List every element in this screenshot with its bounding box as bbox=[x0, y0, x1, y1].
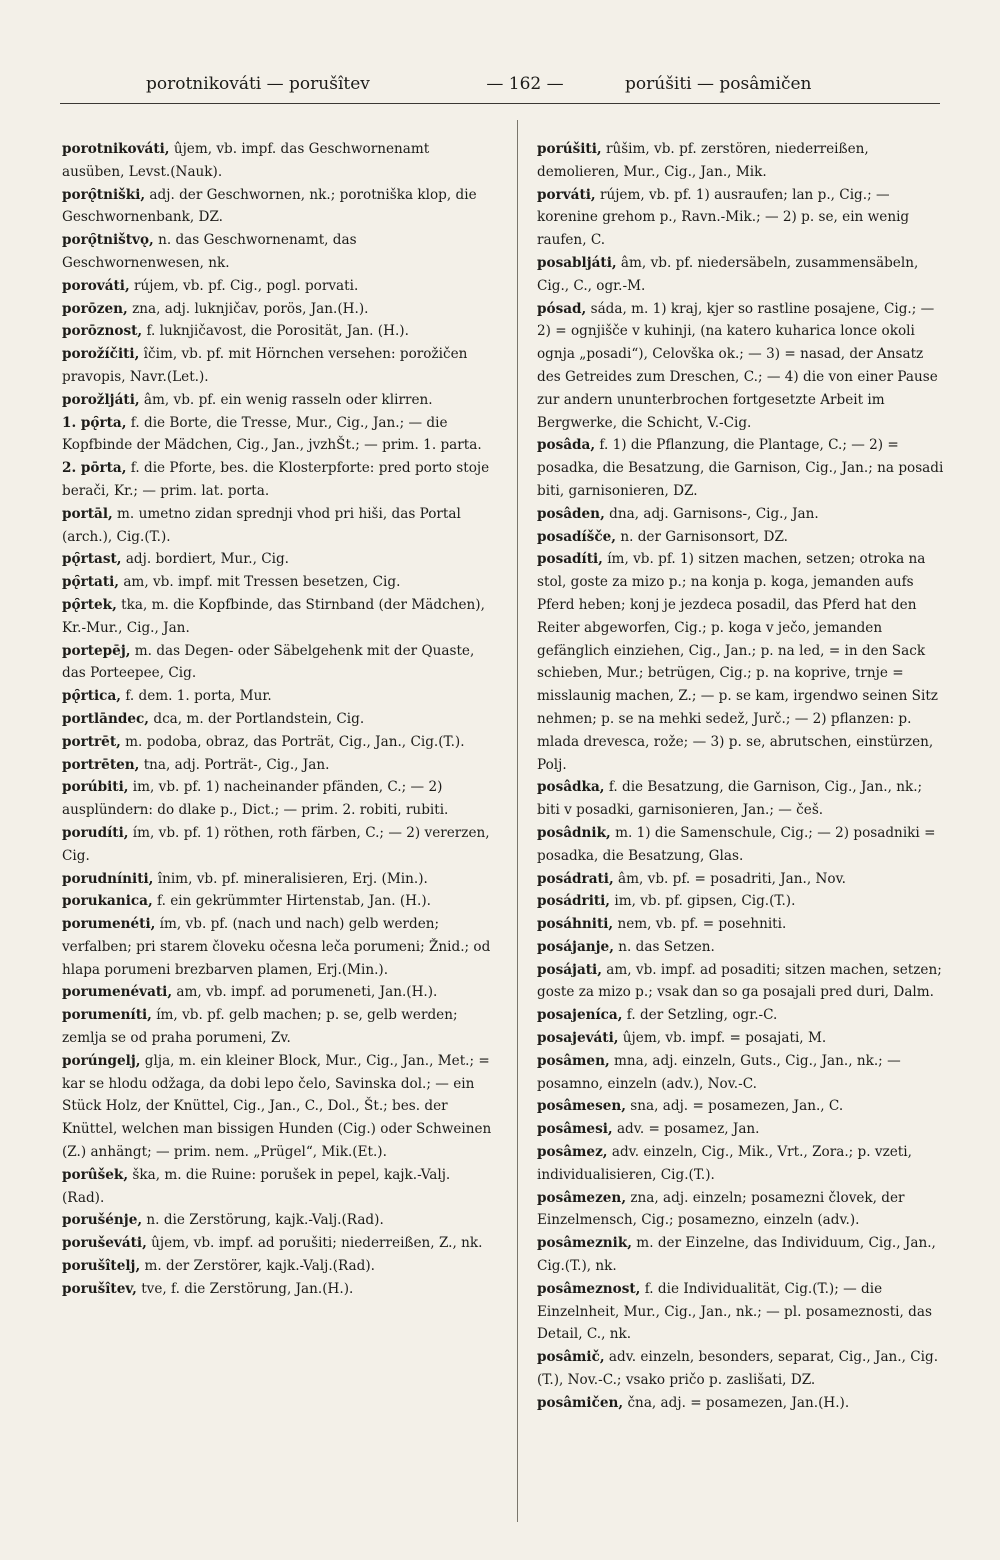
dictionary-entry bbox=[62, 1278, 492, 1301]
entry-definition: âm, vb. pf. = posadriti, Jan., Nov. bbox=[613, 870, 846, 887]
entry-definition: înim, vb. pf. mineralisieren, Erj. (Min.). bbox=[153, 870, 428, 887]
entry-headword: pǫ̑rtica, bbox=[62, 688, 121, 705]
entry-definition: f. die Borte, die Tresse, Mur., Cig., Jan.; — die Kopfbinde der Mädchen, Cig., Jan., jvzhŠt.; — prim. 1. parta. bbox=[62, 414, 482, 454]
entry-headword: posâmeznik, bbox=[537, 1235, 632, 1252]
dictionary-entry bbox=[62, 594, 492, 640]
entry-definition: m. umetno zidan sprednji vhod pri hiši, das Portal (arch.), Cig.(T.). bbox=[62, 505, 461, 545]
entry-headword: porukanica, bbox=[62, 893, 153, 910]
dictionary-entry bbox=[62, 685, 492, 708]
entry-headword: portāl, bbox=[62, 505, 113, 522]
dictionary-entry bbox=[537, 1187, 949, 1233]
dictionary-entry bbox=[62, 184, 492, 230]
entry-definition: zna, adj. einzeln; posamezni človek, der Einzelmensch, Cig.; posamezno, einzeln (adv.). bbox=[537, 1189, 905, 1229]
entry-definition: ím, vb. pf. 1) röthen, roth färben, C.; — 2) vererzen, Cig. bbox=[62, 824, 490, 864]
dictionary-entry bbox=[537, 1027, 949, 1050]
dictionary-entry bbox=[62, 503, 492, 549]
page-number: — 162 — bbox=[486, 74, 564, 94]
entry-headword: posâda, bbox=[537, 437, 596, 454]
entry-headword: porováti, bbox=[62, 277, 130, 294]
entry-definition: ûjem, vb. impf. ad porušiti; niederreißen, Z., nk. bbox=[146, 1235, 483, 1252]
entry-headword: porúngelj, bbox=[62, 1052, 141, 1069]
entry-definition: m. 1) die Samenschule, Cig.; — 2) posadniki = posadka, die Besatzung, Glas. bbox=[537, 824, 936, 864]
entry-definition: adv. einzeln, besonders, separat, Cig., Jan., Cig.(T.), Nov.-C.; vsako pričo p. zaslišati, DZ. bbox=[537, 1349, 939, 1389]
entry-headword: porotnikováti, bbox=[62, 141, 170, 157]
entry-definition: n. das Setzen. bbox=[613, 938, 715, 955]
entry-headword: pósad, bbox=[537, 300, 587, 317]
entry-definition: sáda, m. 1) kraj, kjer so rastline posajene, Cig.; — 2) = ognjišče v kuhinji, (na katero kuharica lonce okoli ognja „posadi“), Celovška ok.; — 3) = nasad, der Ansatz des Getreides zum Dreschen, C.; — 4) die von einer Pause zur andern ununterbrochen fortgesetzte Arbeit im Bergwerke, die Schicht, V.-Cig. bbox=[537, 300, 938, 431]
dictionary-entry bbox=[537, 1118, 949, 1141]
entry-definition: adj. bordiert, Mur., Cig. bbox=[121, 551, 289, 568]
entry-definition: adv. einzeln, Cig., Mik., Vrt., Zora.; p. vzeti, individualisieren, Cig.(T.). bbox=[537, 1144, 912, 1183]
entry-definition: f. luknjičavost, die Porosität, Jan. (H.). bbox=[142, 323, 409, 340]
entry-definition: f. 1) die Pflanzung, die Plantage, C.; — 2) = posadka, die Besatzung, die Garnison, Cig., Jan.; na posadi biti, garnisonieren, DZ. bbox=[537, 437, 944, 499]
entry-definition: tve, f. die Zerstörung, Jan.(H.). bbox=[136, 1280, 354, 1297]
entry-headword: posádriti, bbox=[537, 893, 611, 910]
entry-headword: porōznost, bbox=[62, 323, 143, 340]
entry-headword: porǫ̑tništvǫ, bbox=[62, 232, 154, 249]
entry-definition: im, vb. pf. 1) nacheinander pfänden, C.; — 2) ausplündern: do dlake p., Dict.; — prim. 2. robiti, rubiti. bbox=[62, 779, 449, 819]
entry-headword: posâden, bbox=[537, 505, 605, 522]
dictionary-entry bbox=[537, 1346, 949, 1392]
entry-headword: porváti, bbox=[537, 186, 596, 203]
dictionary-entry bbox=[62, 412, 492, 458]
dictionary-entry bbox=[62, 571, 492, 594]
entry-definition: am, vb. impf. mit Tressen besetzen, Cig. bbox=[119, 574, 401, 591]
dictionary-entry bbox=[537, 1004, 949, 1027]
entry-headword: posâmen, bbox=[537, 1052, 610, 1069]
entry-definition: ím, vb. pf. (nach und nach) gelb werden; verfalben; pri starem človeku očesna leča porumeni; Žnid.; od hlapa porumeni brezbarven plamen, Erj.(Min.). bbox=[62, 916, 491, 978]
entry-definition: f. die Pforte, bes. die Klosterpforte: pred porto stoje berači, Kr.; — prim. lat. porta. bbox=[62, 460, 490, 499]
entry-headword: 2. pōrta, bbox=[62, 460, 127, 477]
entry-headword: posájanje, bbox=[537, 938, 614, 955]
entry-headword: porōzen, bbox=[62, 300, 128, 317]
entry-definition: dna, adj. Garnisons-, Cig., Jan. bbox=[604, 505, 819, 522]
entry-headword: porumenéti, bbox=[62, 916, 156, 933]
entry-headword: porúšiti, bbox=[537, 141, 602, 157]
dictionary-entry bbox=[537, 868, 949, 891]
entry-headword: porǫ̑tniški, bbox=[62, 186, 146, 203]
entry-headword: posâmezen, bbox=[537, 1189, 627, 1206]
entry-definition: n. das Geschwornenamt, das Geschwornenwesen, nk. bbox=[62, 232, 357, 271]
dictionary-entry bbox=[62, 1209, 492, 1232]
right-column bbox=[537, 138, 949, 1415]
dictionary-entry bbox=[537, 890, 949, 913]
entry-definition: ûjem, vb. impf. = posajati, M. bbox=[618, 1030, 827, 1047]
entry-headword: porûšek, bbox=[62, 1166, 129, 1183]
dictionary-entry bbox=[537, 252, 949, 298]
entry-definition: îčim, vb. pf. mit Hörnchen versehen: porožičen pravopis, Navr.(Let.). bbox=[62, 346, 468, 385]
dictionary-entry bbox=[537, 776, 949, 822]
entry-headword: posâmičen, bbox=[537, 1394, 624, 1411]
entry-definition: dca, m. der Portlandstein, Cig. bbox=[149, 710, 365, 727]
left-column bbox=[62, 138, 492, 1301]
entry-definition: ška, m. die Ruine: porušek in pepel, kajk.-Valj.(Rad). bbox=[62, 1166, 451, 1206]
entry-definition: m. das Degen- oder Säbelgehenk mit der Quaste, das Porteepee, Cig. bbox=[62, 642, 475, 682]
entry-definition: čna, adj. = posamezen, Jan.(H.). bbox=[623, 1394, 850, 1411]
dictionary-entry bbox=[62, 457, 492, 503]
dictionary-entry bbox=[62, 754, 492, 777]
entry-definition: n. der Garnisonsort, DZ. bbox=[616, 528, 788, 545]
entry-headword: porudníniti, bbox=[62, 870, 154, 887]
dictionary-entry bbox=[537, 184, 949, 252]
entry-definition: am, vb. impf. ad porumeneti, Jan.(H.). bbox=[172, 984, 438, 1001]
dictionary-entry bbox=[62, 1232, 492, 1255]
entry-headword: posájati, bbox=[537, 961, 602, 978]
dictionary-entry bbox=[62, 275, 492, 298]
entry-headword: porožíčiti, bbox=[62, 346, 140, 363]
dictionary-entry bbox=[537, 1278, 949, 1346]
entry-headword: posajeníca, bbox=[537, 1007, 623, 1024]
entry-definition: mna, adj. einzeln, Guts., Cig., Jan., nk.; — posamno, einzeln (adv.), Nov.-C. bbox=[537, 1052, 901, 1092]
entry-headword: posadíti, bbox=[537, 551, 603, 568]
dictionary-entry bbox=[62, 320, 492, 343]
entry-headword: pǫ̑rtast, bbox=[62, 551, 122, 568]
entry-headword: porušîtelj, bbox=[62, 1258, 141, 1275]
dictionary-entry bbox=[62, 1255, 492, 1278]
entry-headword: portepēj, bbox=[62, 642, 131, 659]
dictionary-entry bbox=[62, 868, 492, 891]
entry-headword: posâmez, bbox=[537, 1144, 608, 1161]
entry-definition: sna, adj. = posamezen, Jan., C. bbox=[625, 1098, 844, 1115]
dictionary-entry bbox=[62, 640, 492, 686]
dictionary-entry bbox=[537, 1050, 949, 1096]
entry-definition: tka, m. die Kopfbinde, das Stirnband (der Mädchen), Kr.-Mur., Cig., Jan. bbox=[62, 596, 485, 636]
entry-definition: âm, vb. pf. niedersäbeln, zusammensäbeln, Cig., C., ogr.-M. bbox=[537, 254, 919, 294]
dictionary-entry bbox=[62, 822, 492, 868]
dictionary-entry bbox=[62, 731, 492, 754]
dictionary-entry bbox=[537, 1141, 949, 1187]
entry-headword: porumenévati, bbox=[62, 984, 173, 1001]
entry-headword: posadíšče, bbox=[537, 528, 617, 545]
dictionary-entry bbox=[537, 1232, 949, 1278]
dictionary-entry bbox=[537, 936, 949, 959]
dictionary-entry bbox=[62, 981, 492, 1004]
dictionary-entry bbox=[537, 548, 949, 776]
dictionary-entry bbox=[537, 526, 949, 549]
dictionary-entry bbox=[537, 1392, 949, 1415]
dictionary-entry bbox=[62, 776, 492, 822]
entry-definition: ím, vb. pf. gelb machen; p. se, gelb werden; zemlja se od praha porumeni, Zv. bbox=[62, 1007, 458, 1047]
entry-definition: f. der Setzling, ogr.-C. bbox=[622, 1007, 778, 1024]
entry-headword: porudíti, bbox=[62, 824, 129, 841]
entry-definition: adv. = posamez, Jan. bbox=[612, 1121, 760, 1138]
dictionary-entry bbox=[62, 708, 492, 731]
entry-definition: âm, vb. pf. ein wenig rasseln oder klirren. bbox=[139, 391, 433, 408]
dictionary-entry bbox=[537, 1095, 949, 1118]
dictionary-entry bbox=[62, 548, 492, 571]
entry-definition: nem, vb. pf. = posehniti. bbox=[613, 916, 787, 933]
dictionary-entry bbox=[537, 959, 949, 1005]
dictionary-entry bbox=[62, 913, 492, 981]
dictionary-entry bbox=[62, 298, 492, 321]
dictionary-entry bbox=[62, 138, 492, 184]
entry-headword: 1. pǫ̑rta, bbox=[62, 414, 127, 431]
entry-definition: zna, adj. luknjičav, porös, Jan.(H.). bbox=[127, 300, 369, 317]
header-rule bbox=[60, 103, 940, 104]
column-divider bbox=[517, 120, 518, 1522]
entry-headword: pǫ̑rtati, bbox=[62, 574, 119, 591]
entry-definition: rújem, vb. pf. Cig., pogl. porvati. bbox=[129, 277, 359, 294]
header-right-guideword: porúšiti — posâmičen bbox=[625, 74, 812, 94]
running-header bbox=[60, 70, 940, 100]
dictionary-entry bbox=[62, 1050, 492, 1164]
dictionary-entry bbox=[62, 229, 492, 275]
entry-definition: im, vb. pf. gipsen, Cig.(T.). bbox=[610, 893, 796, 910]
entry-headword: posâmesi, bbox=[537, 1121, 613, 1138]
dictionary-entry bbox=[537, 434, 949, 502]
entry-definition: f. die Individualität, Cig.(T.); — die Einzelnheit, Mur., Cig., Jan., nk.; — pl. posameznosti, das Detail, C., nk. bbox=[537, 1280, 932, 1343]
entry-headword: poruševáti, bbox=[62, 1235, 147, 1252]
entry-headword: portrēten, bbox=[62, 756, 140, 773]
entry-headword: posabljáti, bbox=[537, 254, 617, 271]
entry-definition: m. der Zerstörer, kajk.-Valj.(Rad). bbox=[140, 1258, 375, 1275]
entry-headword: posâdka, bbox=[537, 779, 605, 796]
dictionary-entry bbox=[62, 343, 492, 389]
dictionary-entry bbox=[537, 822, 949, 868]
entry-headword: posajeváti, bbox=[537, 1030, 619, 1047]
entry-definition: ím, vb. pf. 1) sitzen machen, setzen; otroka na stol, goste za mizo p.; na konja p. koga, jemanden aufs Pferd heben; konj je jezdeca posadil, das Pferd hat den Reiter abgeworfen, Cig.; p. koga v ječo, jemanden gefänglich einziehen, Cig., Jan.; p. na led, = in den Sack schieben, Mur.; betrügen, Cig.; p. na koprive, trnje = misslaunig machen, Z.; — p. se kam, irgendwo seinen Sitz nehmen; p. se na mehki sedež, Jurč.; — 2) pflanzen: p. mlada drevesca, rože; — 3) p. se, abrutschen, einstürzen, Polj. bbox=[537, 551, 938, 773]
entry-definition: am, vb. impf. ad posaditi; sitzen machen, setzen; goste za mizo p.; vsak dan so ga posajali pred duri, Dalm. bbox=[537, 961, 942, 1001]
dictionary-entry bbox=[537, 298, 949, 435]
entry-definition: f. dem. 1. porta, Mur. bbox=[121, 688, 272, 705]
dictionary-entry bbox=[537, 913, 949, 936]
entry-definition: f. ein gekrümmter Hirtenstab, Jan. (H.). bbox=[152, 893, 431, 910]
dictionary-entry bbox=[537, 503, 949, 526]
entry-definition: m. der Einzelne, das Individuum, Cig., Jan., Cig.(T.), nk. bbox=[537, 1235, 936, 1275]
entry-definition: rújem, vb. pf. 1) ausraufen; lan p., Cig.; — korenine grehom p., Ravn.-Mik.; — 2) p. se, ein wenig raufen, C. bbox=[537, 186, 910, 249]
entry-headword: porúbiti, bbox=[62, 779, 129, 796]
header-left-guideword: porotnikováti — porušîtev bbox=[146, 74, 370, 94]
entry-headword: posâmič, bbox=[537, 1349, 605, 1366]
entry-definition: glja, m. ein kleiner Block, Mur., Cig., Jan., Met.; = kar se hlodu odžaga, da dobi lepo čelo, Savinska dol.; — ein Stück Holz, der Knüttel, Cig., Jan., C., Dol., Št.; bes. der Knüttel, welchen man bissigen Hunden (Cig.) oder Schweinen (Z.) anhängt; — prim. nem. „Prügel“, Mik.(Et.). bbox=[62, 1052, 492, 1161]
entry-headword: posádrati, bbox=[537, 870, 614, 887]
entry-definition: ûjem, vb. impf. das Geschwornenamt ausüben, Levst.(Nauk). bbox=[62, 141, 430, 180]
entry-definition: n. die Zerstörung, kajk.-Valj.(Rad). bbox=[142, 1212, 384, 1229]
entry-headword: posâmesen, bbox=[537, 1098, 626, 1115]
entry-definition: m. podoba, obraz, das Porträt, Cig., Jan., Cig.(T.). bbox=[120, 733, 465, 750]
entry-definition: adj. der Geschwornen, nk.; porotniška klop, die Geschwornenbank, DZ. bbox=[62, 186, 477, 226]
entry-headword: posâdnik, bbox=[537, 824, 611, 841]
entry-definition: rûšim, vb. pf. zerstören, niederreißen, demolieren, Mur., Cig., Jan., Mik. bbox=[537, 141, 869, 180]
entry-headword: porušénje, bbox=[62, 1212, 143, 1229]
dictionary-entry bbox=[537, 138, 949, 184]
dictionary-entry bbox=[62, 389, 492, 412]
dictionary-entry bbox=[62, 1164, 492, 1210]
entry-headword: posáhniti, bbox=[537, 916, 614, 933]
entry-headword: portlāndec, bbox=[62, 710, 150, 727]
dictionary-entry bbox=[62, 890, 492, 913]
entry-headword: porumeníti, bbox=[62, 1007, 152, 1024]
entry-definition: f. die Besatzung, die Garnison, Cig., Jan., nk.; biti v posadki, garnisonieren, Jan.; — češ. bbox=[537, 779, 923, 819]
entry-headword: pǫ̑rtek, bbox=[62, 596, 117, 613]
entry-definition: tna, adj. Porträt-, Cig., Jan. bbox=[139, 756, 330, 773]
entry-headword: porušîtev, bbox=[62, 1280, 137, 1297]
entry-headword: porožljáti, bbox=[62, 391, 140, 408]
entry-headword: posâmeznost, bbox=[537, 1280, 641, 1297]
entry-headword: portrēt, bbox=[62, 733, 121, 750]
dictionary-entry bbox=[62, 1004, 492, 1050]
